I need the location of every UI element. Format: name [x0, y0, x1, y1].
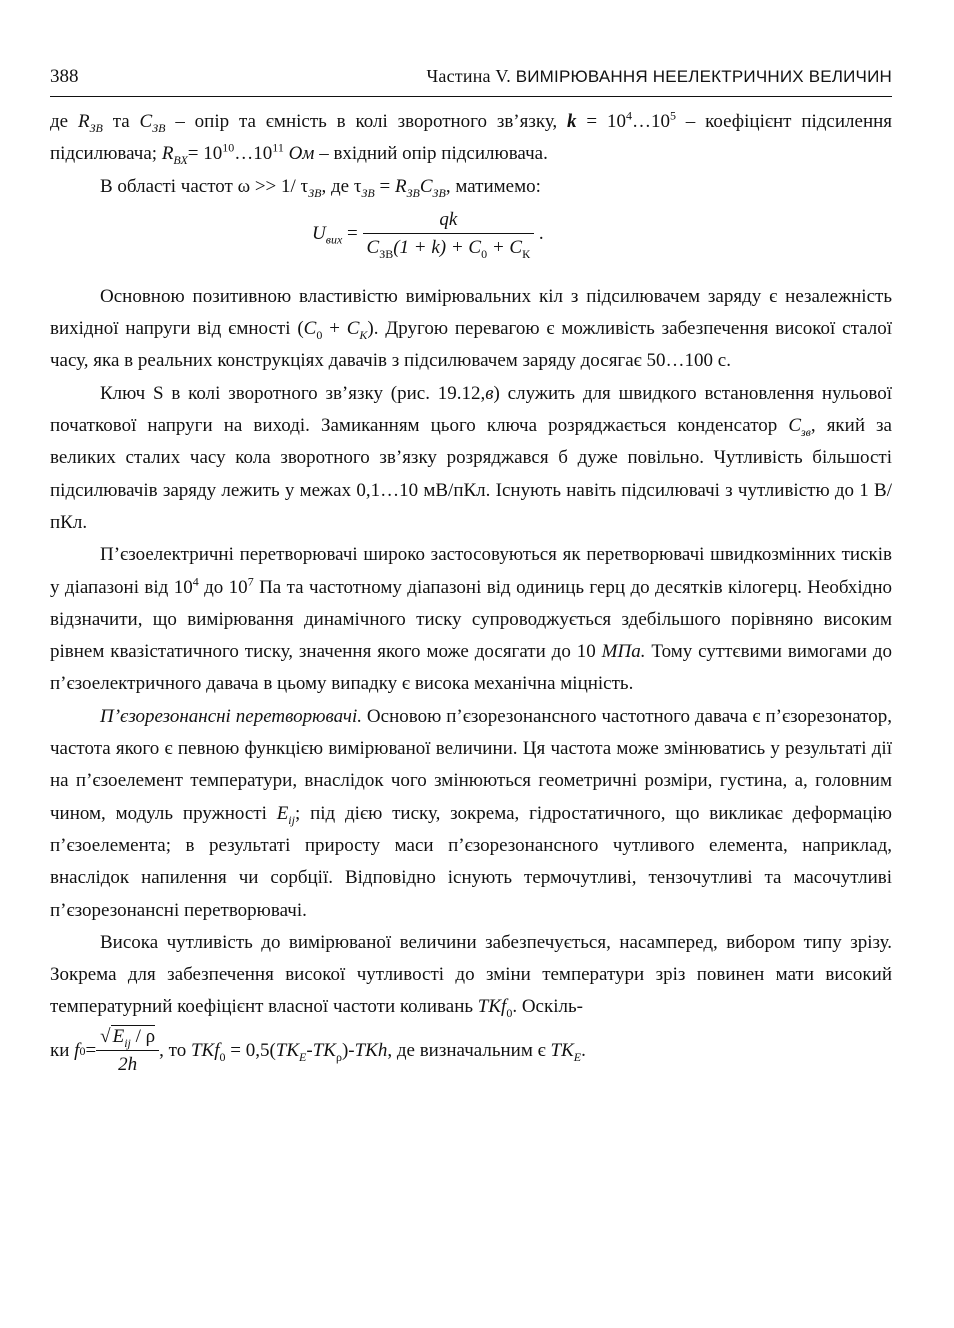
paragraph-4: Ключ S в колі зворотного зв’язку (рис. 19.12,в) служить для швидкого встановлення нульової початкової напруги на виході. Замиканням цього ключа розряджається конденсатор $C_{зв}$, який за великих сталих часу кола зворотного зв’язку розряджався б дуже повільно. Чутливість більшості підсилювачів заряду лежить у межах 0,1…10 мВ/пКл. Існують навіть підсилювачі з чутливістю до 1 В/пКл. [50, 382, 893, 533]
part-label: Частина V. [426, 66, 511, 86]
section-title: П’єзорезонансні перетворювачі. [100, 705, 362, 727]
frequency-fraction: $\frac{√ E_{ij} / \rho}{2h}$ [96, 1024, 159, 1079]
running-head [427, 66, 892, 87]
paragraph-5: П’єзоелектричні перетворювачі широко застосовуються як перетворювачі швидкозмінних тисків у діапазоні від $10^4$ до $10^7$ Па та частотному діапазоні від одиниць герц до десятків кілогерц. Необхідно відзначити, що вимірювання динамічного тиску супроводжується здебільшого порівняно високим рівнем квазістатичного тиску, значення якого може досягати до 10 МПа. Тому суттєвими вимогами до п’єзоелектричного давача в цьому випадку є висока механічна міцність. [50, 544, 892, 695]
formula-frequency: ки f 0 = $\frac{√ E_{ij} / \rho}{2h}$ , то $TKf_0 = 0,5(TK_E-TK_\rho)$-TKh, де визначальним є $TK_E$. [50, 1024, 892, 1079]
paragraph-6: П’єзорезонансні перетворювачі. Основою п’єзорезонансного частотного давача є п’єзорезонатор, частота якого є певною функцією вимірюваної величини. Ця частота може змінюватись у результаті дії на п’єзоелемент температури, внаслідок чого змінюються геометричні розміри, густина, а, головним чином, модуль пружності $E_{ij}$; під дією тиску, зокрема, гідростатичного, що викликає деформацію п’єзоелемента; в результаті приросту маси п’єзорезонансного чутливого елемента, наприклад, внаслідок напилення чи сорбції. Відповідно існують термочутливі, тензочутливі та масочутливі п’єзорезонансні перетворювачі. [50, 705, 892, 921]
paragraph-2: В області частот ω >> 1/ $\tau_{ЗВ}$, де $\tau_{ЗВ} = R_{ЗВ}C_{ЗВ}$, матимемо: [100, 175, 541, 200]
body-text [50, 106, 892, 1079]
chapter-title: ВИМІРЮВАННЯ НЕЕЛЕКТРИЧНИХ ВЕЛИЧИН [515, 67, 892, 86]
fraction: $\frac{qk}{C_{ЗВ}(1 + k) + C_0 + C_К}$ [363, 207, 535, 262]
paragraph-1: де $R_{ЗВ}$ та $C_{ЗВ}$ – опір та ємність в колі зворотного зв’язку, $k = 10^4\dots 10^5$ – коефіцієнт підсилення підсилювача; $R_{ВХ}=$ $10^{10}\dots 10^{11}$ Ом – вхідний опір підсилювача. [50, 108, 893, 168]
page-number: 388 [50, 66, 79, 87]
paragraph-7: Висока чутливість до вимірюваної величини забезпечується, насамперед, вибором типу зрізу. Зокрема для забезпечення високої чутливості до зміни температури зріз повинен мати високий температурний коефіцієнт власної частоти коливань TKf$_0$. Оскіль- [50, 931, 892, 1021]
page-header [50, 66, 892, 97]
paragraph-3: Основною позитивною властивістю вимірювальних кіл з підсилювачем заряду є незалежність вихідної напруги від ємності $(C_0 + C_К)$. Другою перевагою є можливість забезпечення високої сталої часу, яка в реальних конструкціях давачів з підсилювачем заряду досягає 50…100 с. [50, 285, 892, 372]
formula-output-voltage: $U_{вих}$ = $\frac{qk}{C_{ЗВ}(1 + k) + C_0 + C_К}$ . [312, 208, 544, 261]
